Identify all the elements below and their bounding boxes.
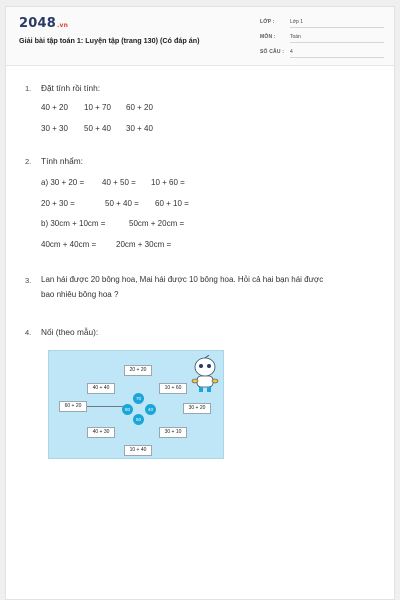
question-1-number: 1.: [25, 84, 32, 93]
page-header: [6, 7, 394, 66]
expression-box: 10 + 60: [159, 383, 187, 394]
meta-question-count: [260, 49, 384, 61]
answer-dot: 50: [133, 414, 144, 425]
meta-label: LỚP :: [260, 19, 275, 25]
meta-value: Lớp 1: [290, 19, 384, 28]
expression-box: 60 + 20: [59, 401, 87, 412]
meta-value: Toán: [290, 34, 384, 43]
answer-dot: 70: [133, 393, 144, 404]
q2-expr: 20cm + 30cm =: [116, 240, 172, 249]
q2-expr: 10 + 60 =: [151, 178, 185, 187]
meta-value: 4: [290, 49, 384, 58]
q1-expr: 50 + 40: [84, 124, 111, 133]
logo-tld: .vn: [56, 22, 69, 29]
q2-expr: 20 + 30 =: [41, 199, 75, 208]
q2-expr: 50 + 40 =: [105, 199, 139, 208]
question-1-prompt: Đặt tính rồi tính:: [41, 83, 101, 93]
question-3-number: 3.: [25, 276, 32, 285]
meta-subject: [260, 34, 384, 46]
question-4-prompt: Nối (theo mẫu):: [41, 327, 99, 337]
q2-expr: 40 + 50 =: [102, 178, 136, 187]
expression-box: 20 + 20: [124, 365, 152, 376]
site-logo[interactable]: [19, 16, 68, 31]
question-3-text: Lan hái được 20 bông hoa, Mai hái được 10 bông hoa. Hỏi cả hai bạn hái được: [41, 275, 324, 284]
question-2-number: 2.: [25, 157, 32, 166]
q1-expr: 10 + 70: [84, 103, 111, 112]
expression-box: 40 + 30: [87, 427, 115, 438]
matching-figure: [48, 350, 224, 459]
meta-label: SỐ CÂU :: [260, 49, 285, 55]
q1-expr: 30 + 40: [126, 124, 153, 133]
q2-expr: 60 + 10 =: [155, 199, 189, 208]
question-3-text: bao nhiêu bông hoa ?: [41, 290, 119, 299]
logo-main: 2048: [19, 16, 56, 31]
q2-expr: a) 30 + 20 =: [41, 178, 85, 187]
q1-expr: 30 + 30: [41, 124, 68, 133]
q2-expr: b) 30cm + 10cm =: [41, 219, 106, 228]
q1-expr: 40 + 20: [41, 103, 68, 112]
meta-class: [260, 19, 384, 31]
q1-expr: 60 + 20: [126, 103, 153, 112]
question-4-number: 4.: [25, 328, 32, 337]
example-connector-line: [87, 406, 127, 407]
question-2-prompt: Tính nhẩm:: [41, 156, 83, 166]
answer-dot: 80: [122, 404, 133, 415]
q2-expr: 40cm + 40cm =: [41, 240, 97, 249]
page-title: Giải bài tập toán 1: Luyện tập (trang 130) (Có đáp án): [19, 36, 200, 45]
expression-box: 30 + 10: [159, 427, 187, 438]
answer-dot: 40: [145, 404, 156, 415]
cartoon-mascot-icon: [189, 355, 221, 395]
expression-box: 10 + 40: [124, 445, 152, 456]
expression-box: 30 + 20: [183, 403, 211, 414]
worksheet-page: [5, 6, 395, 600]
expression-box: 40 + 40: [87, 383, 115, 394]
meta-label: MÔN :: [260, 34, 276, 40]
q2-expr: 50cm + 20cm =: [129, 219, 185, 228]
